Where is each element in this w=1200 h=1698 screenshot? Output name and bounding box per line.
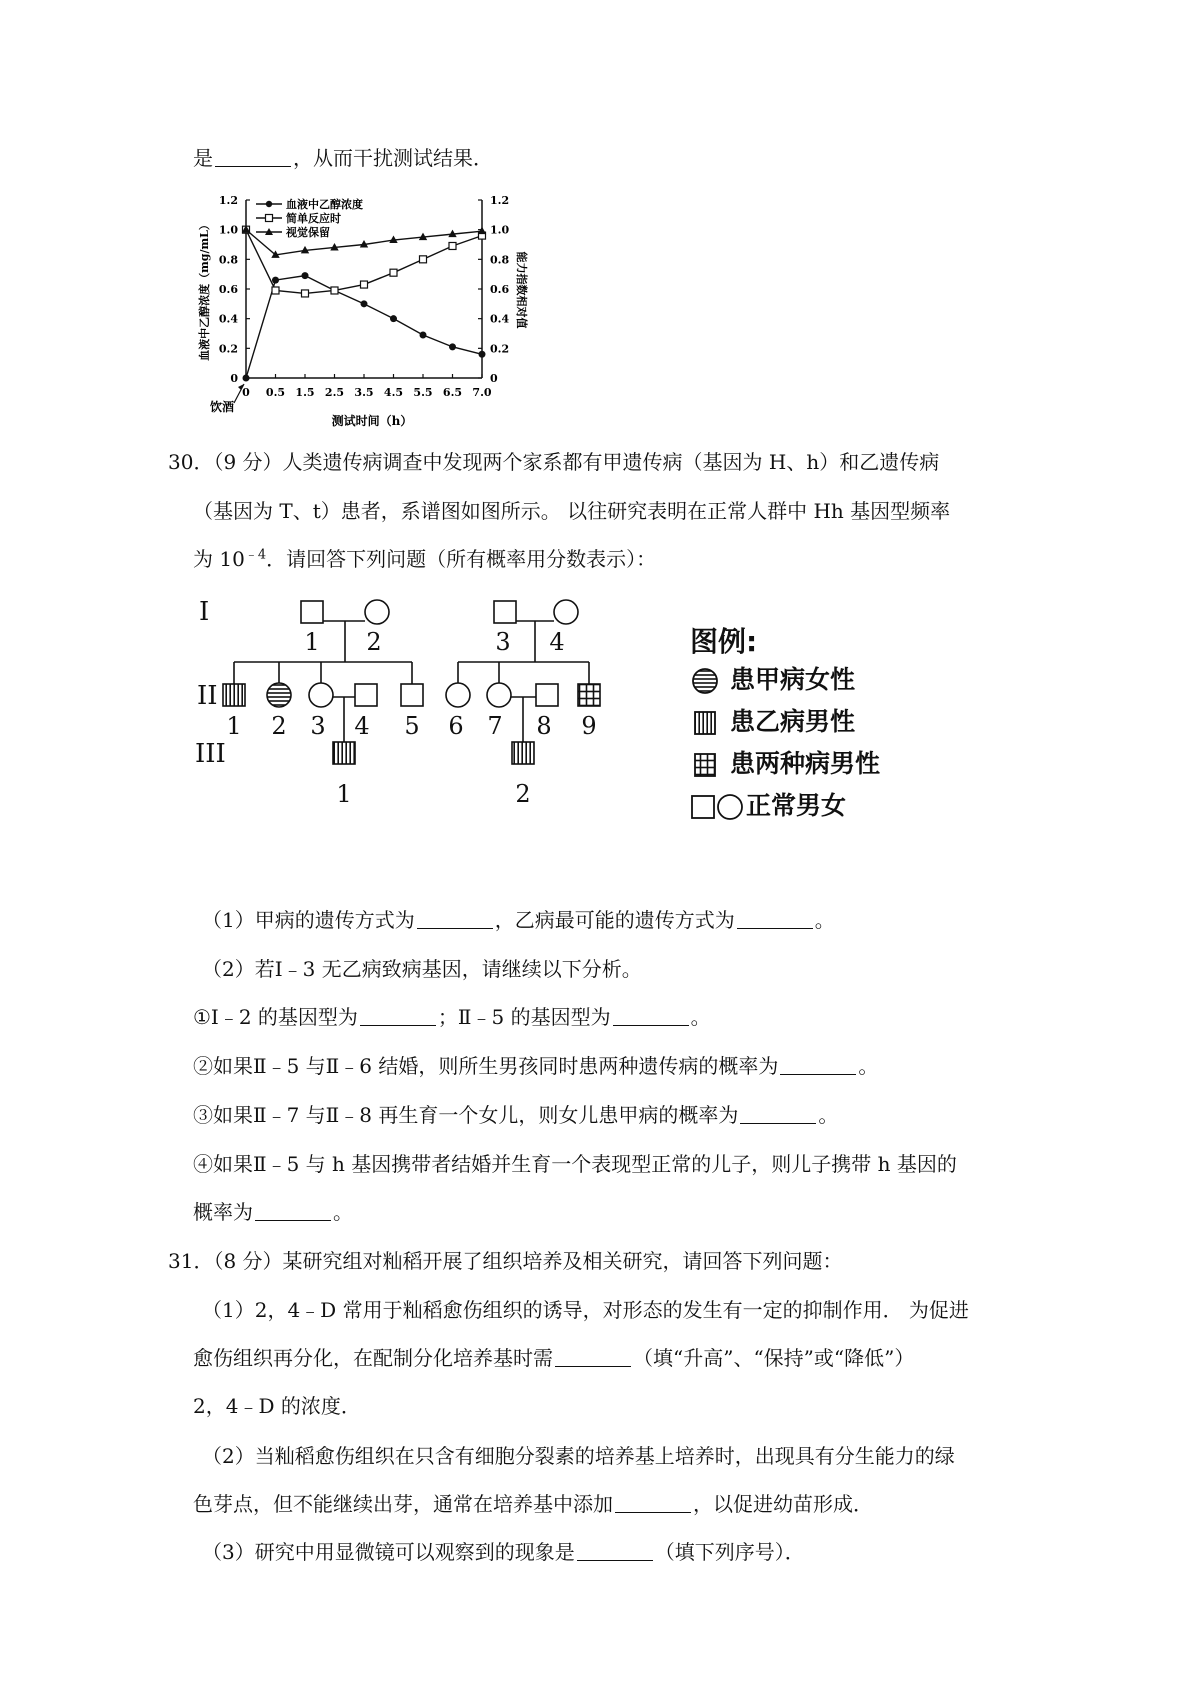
id-I1: 1 (304, 628, 320, 656)
x-tick-label: 5.5 (413, 386, 433, 399)
x-tick-label: 1.5 (295, 386, 315, 399)
id-II2: 2 (271, 712, 287, 740)
q31-sub1-line2 (193, 1344, 914, 1372)
data-point-reaction (449, 242, 456, 249)
answer-blank[interactable] (740, 1103, 816, 1124)
answer-blank[interactable] (577, 1540, 653, 1561)
data-point-reaction (272, 287, 279, 294)
id-II8: 8 (536, 712, 552, 740)
top-line-suffix: ，从而干扰测试结果． (293, 146, 493, 170)
legend-label: 正常男女 (746, 791, 847, 820)
id-I3: 3 (495, 628, 511, 656)
text: 愈伤组织再分化，在配制分化培养基时需 (193, 1346, 553, 1370)
answer-blank[interactable] (780, 1054, 856, 1075)
pedigree-I2-normal-female (365, 600, 389, 624)
y-axis-label-left: 血液中乙醇浓度（mg/mL） (198, 219, 211, 361)
pedigree-II7-normal-female (487, 683, 511, 707)
gen-label-II: II (197, 681, 218, 711)
pedigree-II1-affected-yi-male (223, 684, 245, 706)
id-I4: 4 (549, 628, 565, 656)
data-point-ethanol (243, 375, 250, 382)
legend-label: 患两种病男性 (730, 749, 881, 778)
square-circle-icon (690, 792, 744, 822)
text: 概率为 (193, 1200, 253, 1224)
text: ①Ⅰ﹣2 的基因型为 (193, 1005, 358, 1029)
alcohol-chart (198, 194, 530, 485)
legend-label: 患乙病男性 (730, 707, 856, 736)
y-tick-label-left: 0.2 (218, 342, 238, 356)
legend-item-both-male (690, 747, 880, 781)
data-point-ethanol (449, 343, 456, 350)
pedigree-II3-normal-female (309, 683, 333, 707)
pedigree-I1-normal-male (301, 601, 323, 623)
id-II7: 7 (487, 712, 503, 740)
answer-blank[interactable] (417, 908, 493, 929)
y-tick-label-right: 0.8 (490, 253, 510, 267)
x-tick-label: 4.5 (383, 386, 404, 399)
striped-circle-icon (690, 666, 720, 696)
text: ②如果Ⅱ﹣5 与Ⅱ﹣6 结婚，则所生男孩同时患两种遗传病的概率为 (193, 1054, 779, 1078)
text: 。 (333, 1200, 353, 1224)
text: ③如果Ⅱ﹣7 与Ⅱ﹣8 再生育一个女儿，则女儿患甲病的概率为 (193, 1103, 739, 1127)
y-tick-label-left: 1.0 (218, 223, 238, 237)
pedigree-III1-affected-yi-male (333, 742, 355, 764)
answer-blank[interactable] (613, 1005, 689, 1026)
q31-sub2-line2 (193, 1490, 873, 1518)
q30-line2: （基因为 T、t）患者，系谱图如图所示。 以往研究表明在正常人群中 Hh 基因型频率 (193, 499, 951, 523)
x-annotation: 饮酒 (209, 400, 235, 414)
text: ，乙病最可能的遗传方式为 (494, 908, 735, 932)
id-II4: 4 (354, 712, 370, 740)
x-tick-label: 2.5 (324, 386, 345, 399)
y-tick-label-right: 0 (490, 372, 498, 385)
pedigree-I4-normal-female (554, 600, 578, 624)
text: （填“升高”、“保持”或“降低”） (633, 1346, 915, 1370)
q30-sub2-2 (193, 1052, 878, 1080)
answer-blank[interactable] (555, 1346, 631, 1367)
data-point-reaction (302, 290, 309, 297)
answer-blank[interactable] (255, 1200, 331, 1221)
data-point-reaction (331, 287, 338, 294)
q30-line3-post: ．请回答下列问题（所有概率用分数表示）： (266, 547, 657, 571)
text: 色芽点，但不能继续出芽，通常在培养基中添加 (193, 1492, 613, 1516)
id-II5: 5 (404, 712, 420, 740)
legend-series-label: 视觉保留 (286, 226, 330, 239)
data-point-reaction (390, 269, 397, 276)
legend-item-jia-female (690, 663, 855, 697)
text: 。 (858, 1054, 879, 1078)
q31-sub3 (202, 1538, 805, 1566)
pedigree-II4-normal-male (355, 684, 377, 706)
data-point-ethanol (390, 315, 397, 322)
x-tick-label: 0.5 (265, 386, 286, 399)
id-I2: 2 (366, 628, 382, 656)
pedigree-II5-normal-male (401, 684, 423, 706)
top-line (193, 144, 493, 172)
pedigree-II9-affected-both-male (578, 684, 600, 706)
legend-title: 图例: (690, 625, 758, 658)
y-tick-label-right: 0.2 (490, 342, 510, 356)
text: （填下列序号）． (654, 1540, 805, 1564)
gen-label-III: III (195, 739, 226, 769)
pedigree-II6-normal-female (446, 683, 470, 707)
y-tick-label-right: 0.6 (490, 283, 510, 296)
x-tick-label: 7.0 (472, 386, 492, 399)
id-III2: 2 (515, 780, 531, 808)
exponent: ﹣4 (244, 547, 267, 563)
data-point-reaction (361, 281, 368, 288)
answer-blank[interactable] (215, 146, 291, 167)
id-II1: 1 (226, 712, 242, 740)
pedigree-II2-affected-jia-female (267, 683, 291, 707)
pedigree-II8-normal-male (536, 684, 558, 706)
id-II6: 6 (448, 712, 464, 740)
legend-item-yi-male (690, 705, 855, 739)
data-point-ethanol (272, 277, 279, 284)
q30-line1: 30．（9 分）人类遗传病调查中发现两个家系都有甲遗传病（基因为 H、h）和乙遗传病 (168, 450, 940, 474)
text: 。 (690, 1005, 711, 1029)
q30-sub2-4: ④如果Ⅱ﹣5 与 h 基因携带者结婚并生育一个表现型正常的儿子，则儿子携带 h 基因的 (193, 1152, 957, 1176)
x-axis-label: 测试时间（h） (331, 414, 413, 428)
q30-line3-pre: 为 10 (193, 547, 245, 571)
answer-blank[interactable] (615, 1492, 691, 1513)
answer-blank[interactable] (360, 1005, 436, 1026)
q31-sub1-line3: 2，4﹣D 的浓度． (193, 1394, 361, 1418)
x-tick-label: 0 (242, 386, 250, 399)
q30-sub1 (202, 906, 835, 934)
pedigree-III2-affected-yi-male (512, 742, 534, 764)
y-tick-label-left: 0.4 (218, 312, 238, 326)
pedigree-I3-normal-male (494, 601, 516, 623)
y-tick-label-left: 0.6 (218, 283, 238, 296)
top-line-prefix: 是 (193, 146, 213, 170)
q31-sub2-line1: （2）当籼稻愈伤组织在只含有细胞分裂素的培养基上培养时，出现具有分生能力的绿 (202, 1444, 955, 1468)
text: ；Ⅱ﹣5 的基因型为 (437, 1005, 611, 1029)
data-point-ethanol (361, 300, 368, 307)
data-point-ethanol (479, 351, 486, 358)
grid-square-icon (690, 750, 720, 780)
q30-line3 (193, 545, 656, 573)
q31-line1: 31．（8 分）某研究组对籼稻开展了组织培养及相关研究，请回答下列问题： (168, 1249, 843, 1273)
id-II3: 3 (310, 712, 326, 740)
q31-sub1-line1: （1）2，4﹣D 常用于籼稻愈伤组织的诱导，对形态的发生有一定的抑制作用． 为促进 (202, 1298, 969, 1322)
gen-label-I: I (199, 597, 210, 627)
y-tick-label-right: 1.0 (490, 223, 510, 237)
answer-blank[interactable] (737, 908, 813, 929)
y-tick-label-left: 0.8 (218, 253, 238, 267)
text: （1）甲病的遗传方式为 (202, 908, 415, 932)
id-II9: 9 (581, 712, 597, 740)
data-point-ethanol (302, 272, 309, 279)
y-tick-label-right: 1.2 (490, 194, 510, 207)
legend-item-normal (690, 789, 846, 823)
q30-sub2: （2）若Ⅰ﹣3 无乙病致病基因，请继续以下分析。 (202, 957, 642, 981)
vertical-striped-square-icon (690, 708, 720, 738)
legend-label: 患甲病女性 (730, 665, 856, 694)
legend-series-label: 简单反应时 (286, 212, 341, 225)
text: ，以促进幼苗形成． (693, 1492, 873, 1516)
data-point-visual (478, 227, 486, 235)
id-III1: 1 (336, 780, 352, 808)
data-point-ethanol (420, 331, 427, 338)
text: 。 (814, 908, 835, 932)
legend-series-label: 血液中乙醇浓度 (286, 198, 363, 211)
text: （3）研究中用显微镜可以观察到的现象是 (202, 1540, 575, 1564)
x-tick-label: 6.5 (442, 386, 463, 399)
y-tick-label-left: 0 (230, 372, 238, 385)
text: 。 (818, 1103, 839, 1127)
q30-sub2-1 (193, 1003, 711, 1031)
legend-marker-square (266, 215, 273, 222)
legend-marker-circle (266, 201, 272, 207)
y-tick-label-right: 0.4 (490, 312, 510, 326)
y-axis-label-right: 能力指数相对值 (515, 251, 528, 329)
q30-sub2-3 (193, 1101, 838, 1129)
x-tick-label: 3.5 (354, 386, 374, 399)
q30-sub2-4-cont (193, 1198, 353, 1226)
data-point-reaction (420, 256, 427, 263)
y-tick-label-left: 1.2 (218, 194, 238, 207)
